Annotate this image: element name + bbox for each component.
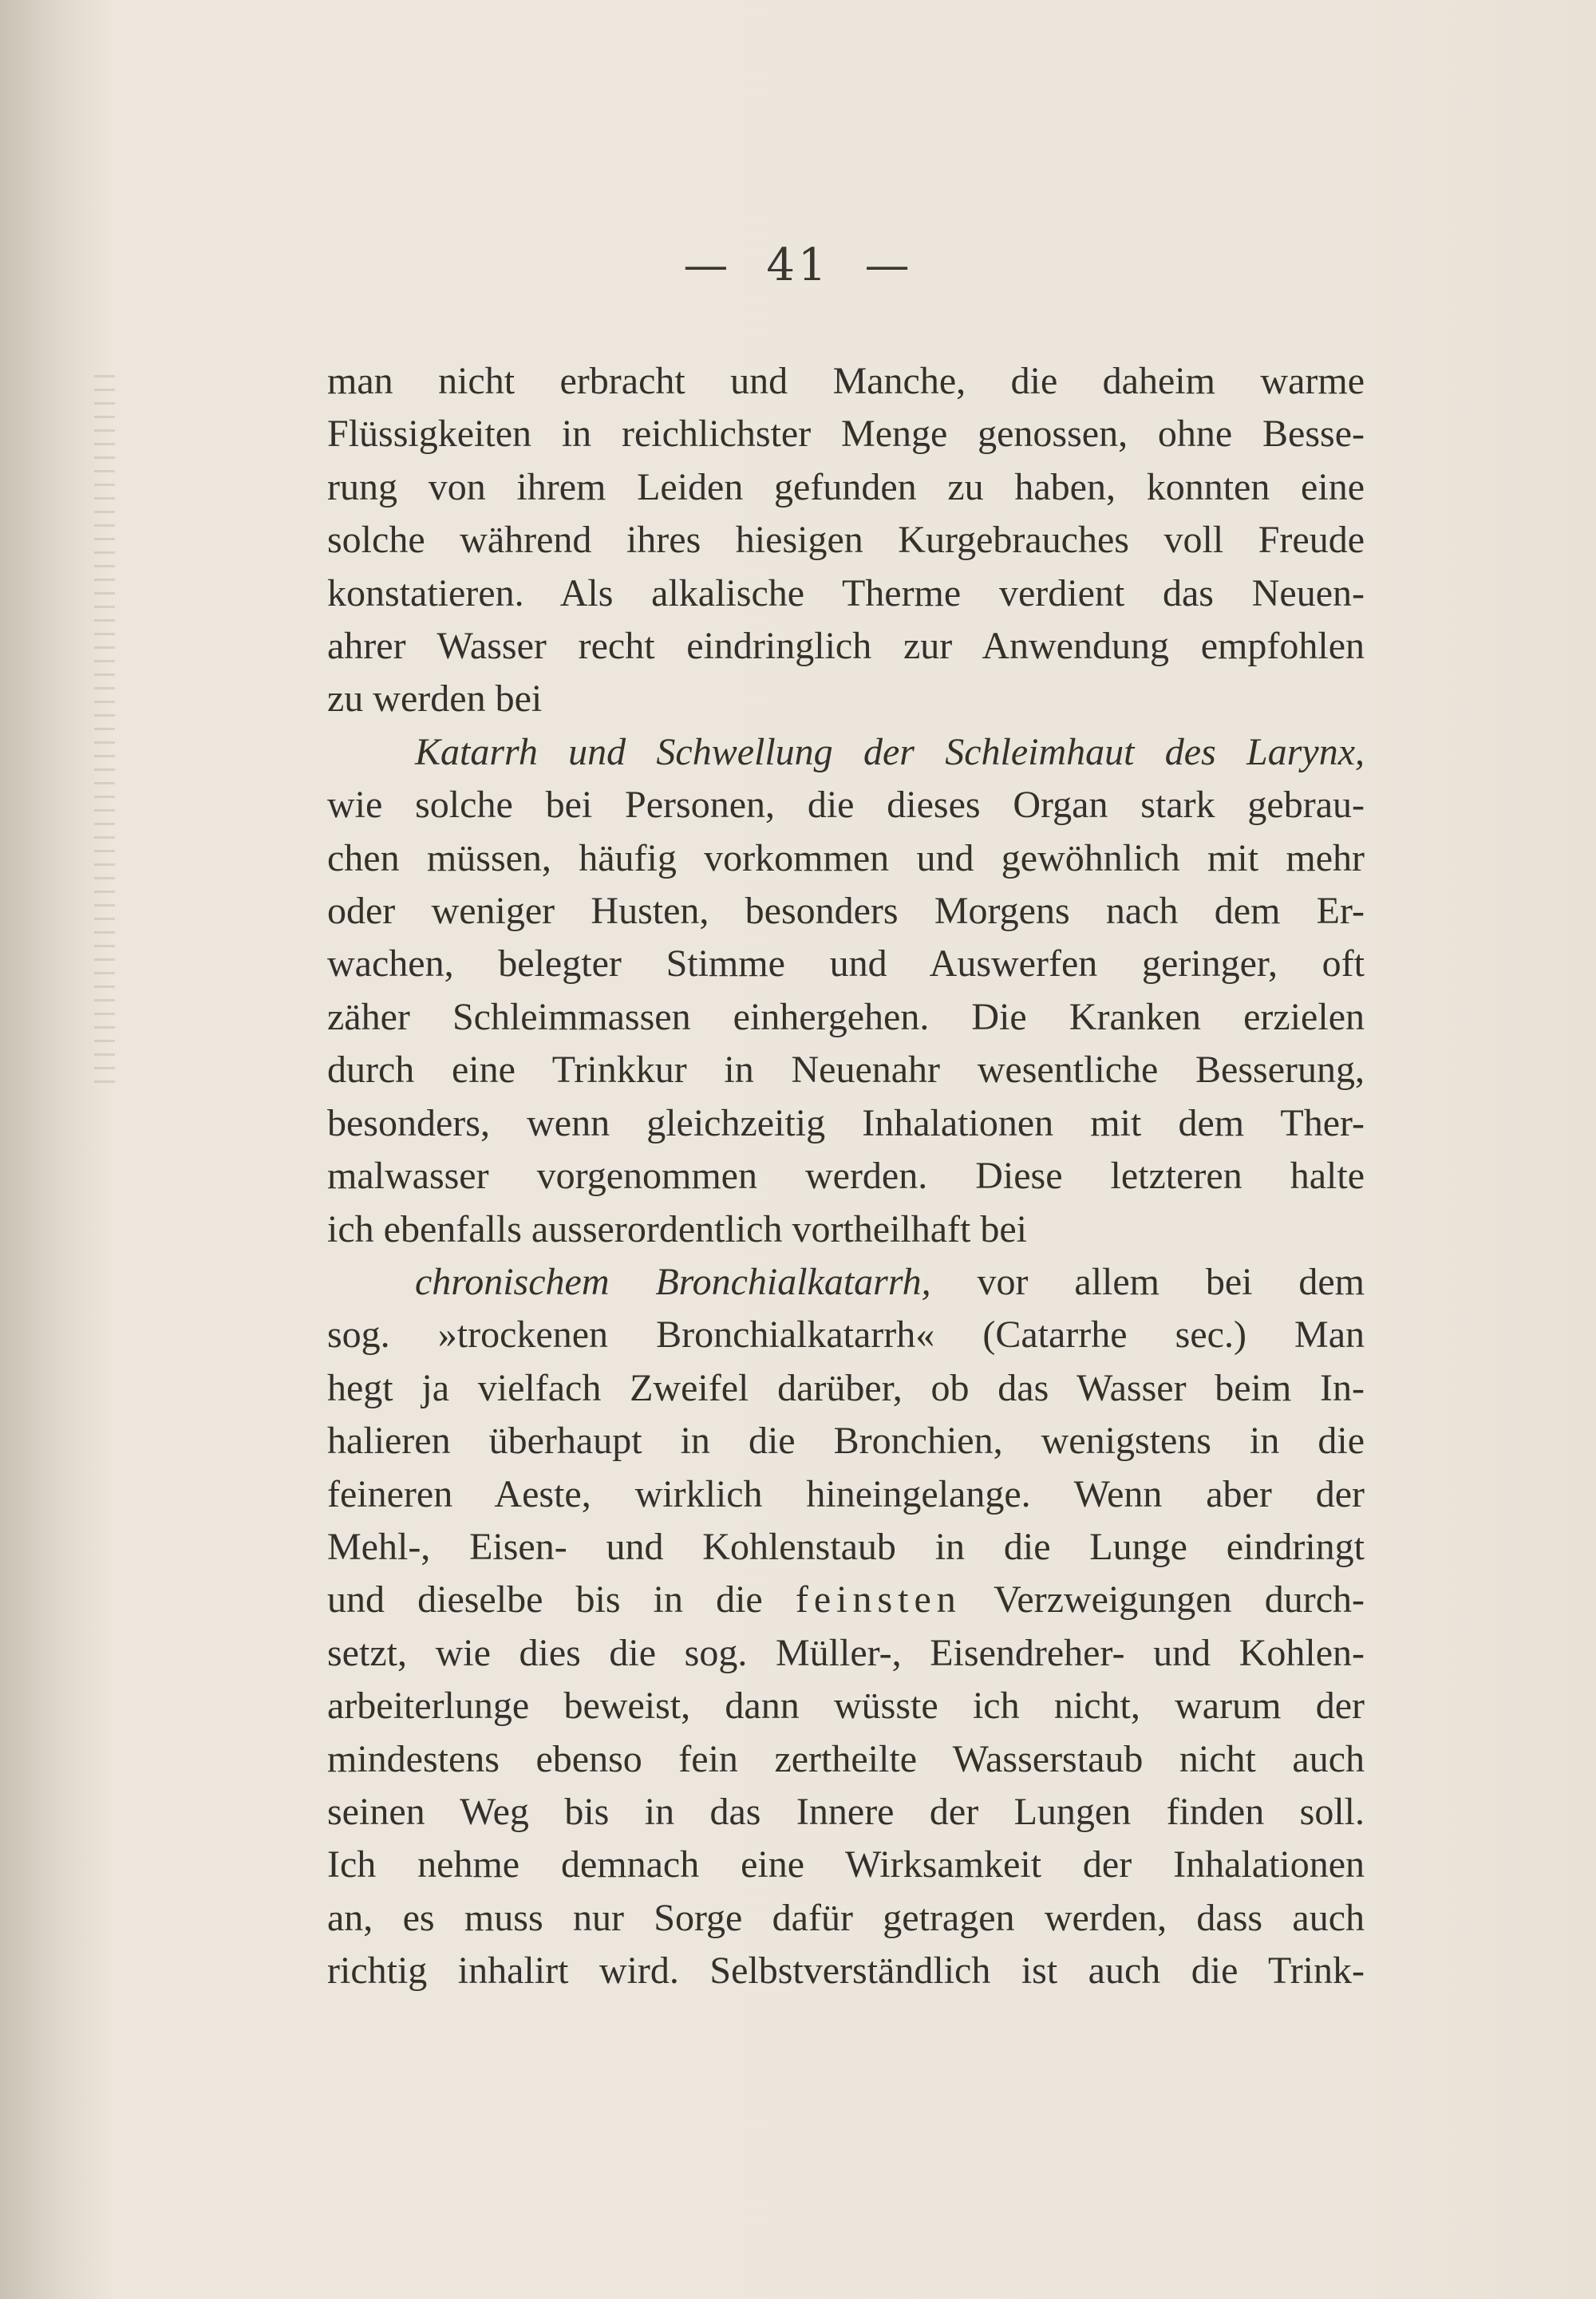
emphasized-word: feinsten [795,1578,962,1622]
page-header [0,239,1596,291]
header-dash-left: — [683,239,732,291]
section-heading-bronchial: chronischem Bronchialkatarrh, [415,1260,931,1303]
text-line: Mehl-, Eisen- und Kohlenstaub in die Lunge eindringt [327,1525,1365,1568]
text-line: mindestens ebenso fein zertheilte Wasserstaub nicht auch [327,1737,1365,1780]
text-line: besonders, wenn gleichzeitig Inhalationen mit dem Ther- [327,1101,1365,1144]
text-line: malwasser vorgenommen werden. Diese letzteren halte [327,1155,1365,1198]
text-line: wachen, belegter Stimme und Auswerfen geringer, oft [327,942,1365,986]
text-line: ahrer Wasser recht eindringlich zur Anwendung empfohlen [327,625,1365,668]
text-line: chen müssen, häufig vorkommen und gewöhnlich mit mehr [327,836,1365,879]
text-segment: vor allem bei dem [977,1260,1365,1303]
text-line: hegt ja vielfach Zweifel darüber, ob das Wasser beim In- [327,1366,1365,1409]
text-line-bronchial [327,1256,1365,1309]
text-line: man nicht erbracht und Manche, die daheim warme [327,360,1365,402]
text-line: Flüssigkeiten in reichlichster Menge genossen, ohne Besse- [327,413,1365,456]
text-line: zäher Schleimmassen einhergehen. Die Kranken erzielen [327,995,1365,1038]
header-dash-right: — [864,239,913,291]
text-line: richtig inhalirt wird. Selbstverständlich ist auch die Trink- [327,1949,1365,1993]
text-line: konstatieren. Als alkalische Therme verdient das Neuen- [327,571,1365,614]
gutter-shadow [0,0,112,2299]
text-line-feinsten [327,1574,1365,1626]
text-line: solche während ihres hiesigen Kurgebrauches voll Freude [327,519,1365,562]
text-line: halieren überhaupt in die Bronchien, wenigstens in die [327,1420,1365,1463]
text-line: feineren Aeste, wirklich hineingelange. Wenn aber der [327,1472,1365,1515]
text-segment: Verzweigungen durch- [994,1578,1365,1622]
text-line: Ich nehme demnach eine Wirksamkeit der Inhalationen [327,1843,1365,1886]
page-number: 41 [766,239,830,291]
text-line: wie solche bei Personen, die dieses Organ stark gebrau- [327,784,1365,827]
binding-marks [94,375,115,1085]
text-line: setzt, wie dies die sog. Müller-, Eisendreher- und Kohlen- [327,1631,1365,1674]
text-line: oder weniger Husten, besonders Morgens nach dem Er- [327,890,1365,933]
text-line: arbeiterlunge beweist, dann wüsste ich nicht, warum der [327,1685,1365,1728]
text-line: ich ebenfalls ausserordentlich vortheilhaft bei [327,1207,1028,1250]
text-line: an, es muss nur Sorge dafür getragen werden, dass auch [327,1896,1365,1939]
body-text [327,355,1365,1998]
text-line: sog. »trockenen Bronchialkatarrh« (Catarrhe sec.) Man [327,1313,1365,1357]
text-segment: und dieselbe bis in die [327,1578,763,1622]
text-line: rung von ihrem Leiden gefunden zu haben, konnten eine [327,465,1365,508]
text-line: seinen Weg bis in das Innere der Lungen finden soll. [327,1790,1365,1833]
text-line: durch eine Trinkkur in Neuenahr wesentliche Besserung, [327,1049,1365,1092]
section-heading-larynx: Katarrh und Schwellung der Schleimhaut des Larynx, [415,730,1365,773]
text-line: zu werden bei [327,677,543,721]
